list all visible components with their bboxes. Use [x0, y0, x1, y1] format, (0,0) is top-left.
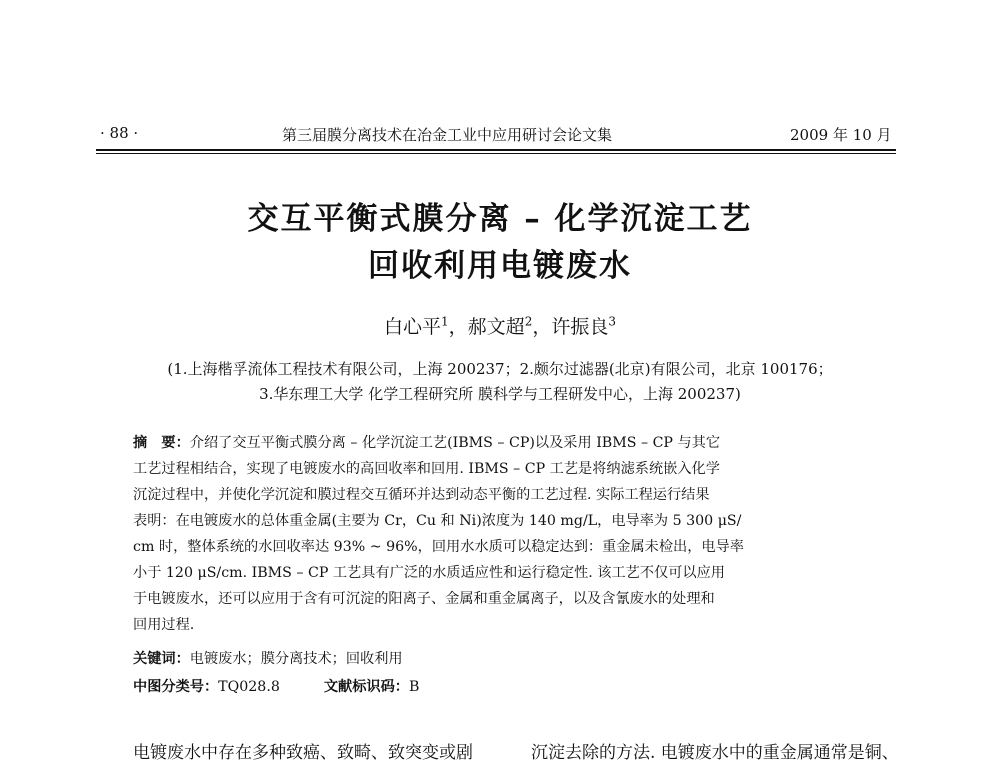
header-rule-top [96, 149, 896, 151]
author-name: 郝文超 [467, 316, 525, 338]
keywords-label: 关键词： [133, 651, 190, 667]
doc-code-value: B [409, 679, 420, 695]
author-affiliation-mark: 1 [441, 314, 449, 329]
author-affiliation-mark: 3 [608, 314, 616, 329]
abstract-label: 摘 要： [133, 435, 190, 451]
keywords [133, 648, 403, 668]
clc-label: 中图分类号： [133, 679, 219, 695]
body-text-right-column: 沉淀去除的方法. 电镀废水中的重金属通常是铜、 [531, 743, 899, 763]
running-header-title: 第三届膜分离技术在冶金工业中应用研讨会论文集 [282, 126, 613, 144]
affiliation-line-2: 3.华东理工大学 化学工程研究所 膜科学与工程研发中心，上海 200237) [259, 385, 741, 403]
abstract-line: 表明：在电镀废水的总体重金属(主要为 Cr，Cu 和 Ni)浓度为 140 mg/L，电导率为 5 300 μS/ [133, 513, 742, 529]
author-name: 白心平 [384, 316, 442, 338]
abstract-line: 小于 120 μS/cm. IBMS – CP 工艺具有广泛的水质适应性和运行稳定性. 该工艺不仅可以应用 [133, 565, 725, 581]
body-text-left-column: 电镀废水中存在多种致癌、致畸、致突变或剧 [133, 743, 473, 763]
clc-value: TQ028.8 [218, 679, 280, 695]
author-separator: ， [532, 316, 552, 338]
paper-title-line-2: 回收利用电镀废水 [368, 248, 632, 284]
author-separator: ， [448, 316, 468, 338]
abstract-line: 于电镀废水，还可以应用于含有可沉淀的阳离子、金属和重金属离子，以及含氰废水的处理和 [133, 591, 715, 607]
author-name: 许振良 [551, 316, 609, 338]
abstract-line: cm 时，整体系统的水回收率达 93% ~ 96%，回用水水质可以稳定达到：重金属未检出，电导率 [133, 539, 744, 555]
abstract-line: 沉淀过程中，并使化学沉淀和膜过程交互循环并达到动态平衡的工艺过程. 实际工程运行结果 [133, 487, 710, 503]
author-affiliation-mark: 2 [524, 314, 533, 329]
abstract-line [133, 430, 853, 456]
author-list [0, 312, 1000, 339]
running-header-date: 2009 年 10 月 [790, 126, 892, 144]
keywords-value: 电镀废水；膜分离技术；回收利用 [189, 651, 403, 667]
abstract-text: 介绍了交互平衡式膜分离 – 化学沉淀工艺(IBMS – CP)以及采用 IBMS – CP 与其它 [189, 435, 721, 451]
paper-title-line-1: 交互平衡式膜分离 – 化学沉淀工艺 [247, 201, 753, 237]
abstract-line: 工艺过程相结合，实现了电镀废水的高回收率和回用. IBMS – CP 工艺是将纳滤系统嵌入化学 [133, 461, 720, 477]
doc-code-label: 文献标识码： [323, 679, 409, 695]
header-rule-bottom [96, 153, 896, 154]
affiliation-line-1: (1.上海楷孚流体工程技术有限公司，上海 200237；2.颇尔过滤器(北京)有限公司，北京 100176； [167, 360, 833, 378]
classification [133, 676, 419, 696]
abstract-line: 回用过程. [133, 617, 195, 633]
page-number: · 88 · [100, 124, 139, 142]
